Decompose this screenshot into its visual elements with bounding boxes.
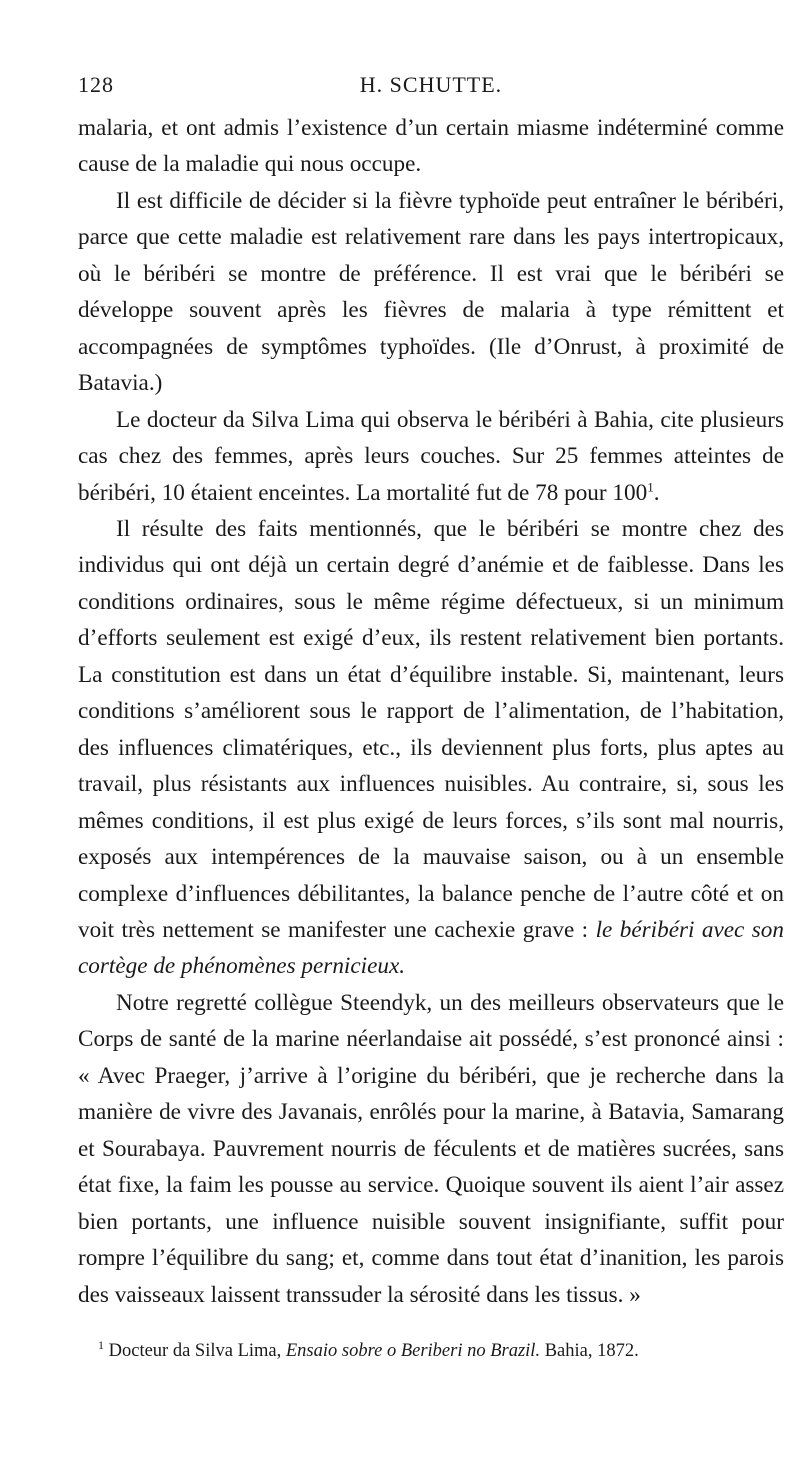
running-title: H. SCHUTTE. xyxy=(359,72,503,97)
footnote xyxy=(98,1332,784,1364)
footnote-ref: 1 xyxy=(647,478,654,494)
footnote-text-after: Bahia, 1872. xyxy=(540,1341,639,1362)
paragraph-4-italic: le béribéri avec son cortège de phénomènes pernicieux. xyxy=(78,916,784,980)
paragraph-3-end: . xyxy=(653,479,660,506)
paragraph-3-text: Le docteur da Silva Lima qui observa le béribéri à Bahia, cite plusieurs cas chez des femmes, après leurs couches. Sur 25 femmes atteintes de béribéri, 10 étaient enceintes. La mortalité fut de 78 pour 100 xyxy=(78,406,784,506)
paragraph-5: Notre regretté collègue Steendyk, un des meilleurs observateurs que le Corps de santé de la marine néerlandaise ait possédé, s’est prononcé ainsi : « Avec Praeger, j’arrive à l’origine du béribéri, que je recherche dans la manière de vivre des Javanais, enrôlés pour la marine, à Batavia, Samarang et Sourabaya. Pauvrement nourris de féculents et de matières sucrées, sans état fixe, la faim les pousse au service. Quoique souvent ils aient l’air assez bien portants, une influence nuisible souvent insignifiante, suffit pour rompre l’équilibre du sang; et, comme dans tout état d’inanition, les parois des vaisseaux laissent transsuder la sérosité dans les tissus. » xyxy=(78,989,784,1308)
footnote-marker: 1 xyxy=(98,1338,104,1352)
footnote-text-before: Docteur da Silva Lima, xyxy=(104,1341,286,1362)
paragraph-4-text: Il résulte des faits mentionnés, que le béribéri se montre chez des individus qui ont déjà un certain degré d’anémie et de faiblesse. Dans les conditions ordinaires, sous le même régime défectueux, si un minimum d’efforts seulement est exigé d’eux, ils restent relativement bien portants. La constitution est dans un état d’équilibre instable. Si, maintenant, leurs conditions s’améliorent sous le rapport de l’alimentation, de l’habitation, des influences climatériques, etc., ils deviennent plus forts, plus aptes au travail, plus résistants aux influences nuisibles. Au contraire, si, sous les mêmes conditions, il est plus exigé de leurs forces, s’ils sont mal nourris, exposés aux intempérences de la mauvaise saison, ou à un ensemble complexe d’influences débilitantes, la balance penche de l’autre côté et on voit très nettement se manifester une cachexie grave : xyxy=(78,515,784,943)
body-text xyxy=(78,110,784,1313)
footnote-title: Ensaio sobre o Beriberi no Brazil. xyxy=(285,1341,541,1362)
paragraph-1: malaria, et ont admis l’existence d’un certain miasme indéterminé comme cause de la maladie qui nous occupe. xyxy=(78,115,784,178)
paragraph-3 xyxy=(78,402,784,511)
page-number: 128 xyxy=(78,72,114,97)
paragraph-2: Il est difficile de décider si la fièvre typhoïde peut entraîner le béribéri, parce que cette maladie est relativement rare dans les pays intertropicaux, où le béribéri se montre de préférence. Il est vrai que le béribéri se développe souvent après les fièvres de malaria à type rémittent et accompagnées de symptômes typhoïdes. (Ile d’Onrust, à proximité de Batavia.) xyxy=(78,187,784,397)
page-header xyxy=(78,72,784,102)
paragraph-4 xyxy=(78,511,784,985)
